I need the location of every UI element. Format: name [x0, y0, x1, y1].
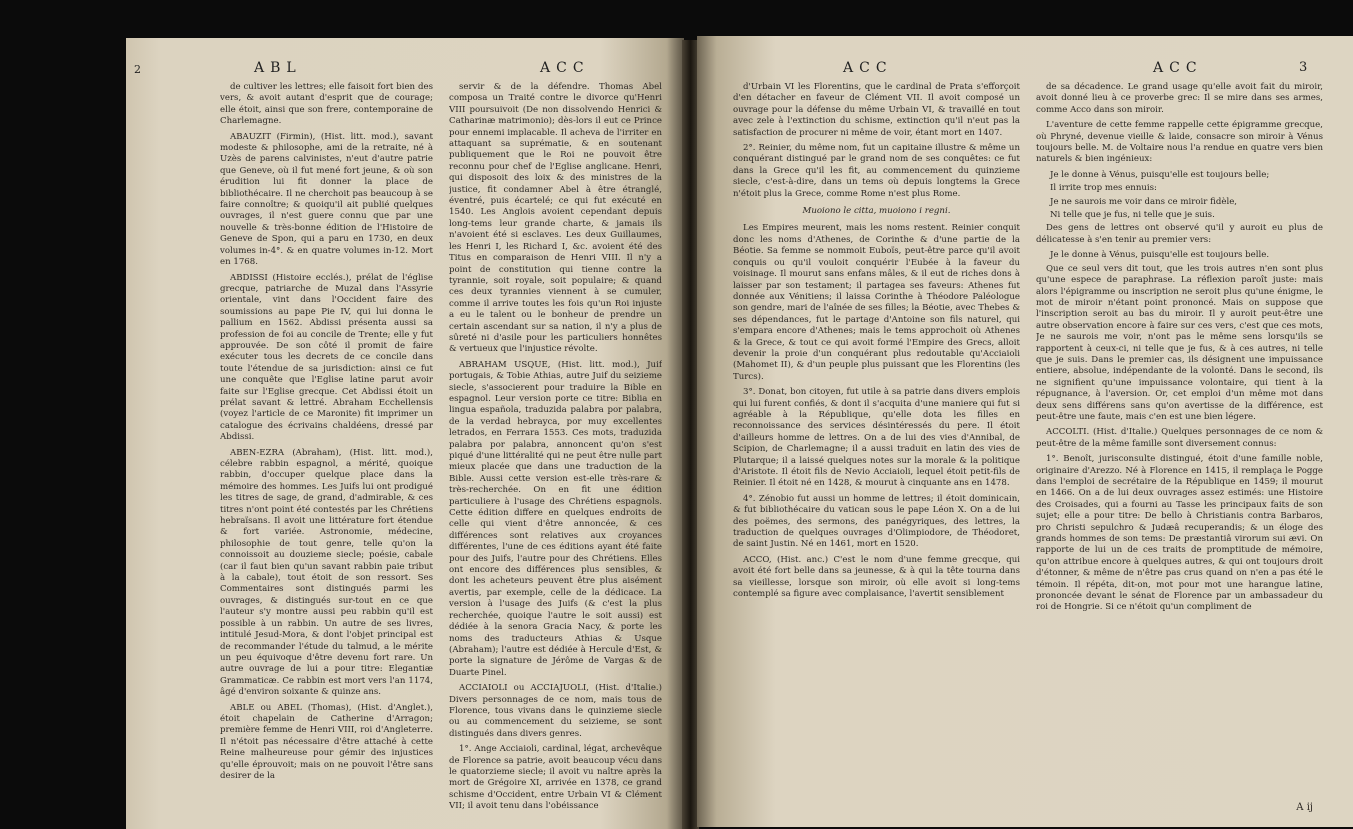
left-column-2 — [449, 82, 662, 817]
paragraph: 4°. Zénobio fut aussi un homme de lettres; il étoit dominicain, & fut bibliothécaire du vatican sous le pape Léon X. On a de lui des poëmes, des sermons, des panégyriques, des lettres, la traduction de quelques ouvrages d'Olimpiodore, de Théodoret, de saint Justin. Né en 1461, mort en 1520. — [733, 493, 1020, 550]
paragraph: 1°. Benoît, jurisconsulte distingué, étoit d'une famille noble, originaire d'Arezzo. Né à Florence en 1415, il remplaça le Pogge dans l'emploi de secrétaire de la République en 1459; il mourut en 1466. On a de lui deux ouvrages assez estimés: une Histoire des Croisades, qui a fourni au Tasse les principaux faits de son sujet; elle a pour titre: De bello à Christianis contra Barbaros, pro Christi sepulchro & Judæâ recuperandis; & un éloge des grands hommes de son tems: De præstantiâ virorum sui ævi. On rapporte de lui un de ces traits de promptitude de mémoire, qu'on attribue encore à quelques autres, & qui ont toujours droit d'étonner, & même de n'être pas crus quand on n'en a pas été le témoin. Il répéta, dit-on, mot pour mot une harangue latine, prononcée devant le sénat de Florence par un ambassadeur du roi de Hongrie. Si ce n'étoit qu'un compliment de — [1036, 454, 1323, 613]
right-running-head — [733, 60, 1323, 80]
verse-line: Il irrite trop mes ennuis: — [1050, 183, 1157, 194]
left-head-word-2: ACC — [540, 60, 590, 76]
left-running-head — [134, 60, 662, 80]
left-folio: 2 — [134, 63, 141, 76]
paragraph: ABAUZIT (Firmin), (Hist. litt. mod.), savant modeste & philosophe, ami de la retraite, né à Uzès de parens calvinistes, n'eut d'autre patrie que Geneve, où il fut mené fort jeune, & où son érudition lui fit donner la place de bibliothécaire. Il ne cherchoit pas beaucoup à se faire connoître; & quoiqu'il ait publié quelques ouvrages, il n'est guere connu que par une nouvelle & très-bonne édition de l'Histoire de Geneve de Spon, qui a paru en 1730, en deux volumes in-4°. & en quatre volumes in-12. Mort en 1768. — [220, 131, 433, 268]
paragraph: Les Empires meurent, mais les noms restent. Reinier conquit donc les noms d'Athenes, de Corinthe & d'une partie de la Béotie. Sa femme se nommoit Euboïs, peut-être parce qu'il avoit conquis ou qu'il vouloit conquérir l'Eubée à la faveur du voisinage. Il mourut sans enfans mâles, & il eut de riches dons à laisser par son testament; il partagea ses faveurs: Athenes fut donnée aux Vénitiens; il laissa Corinthe à Théodore Paléologue son gendre, mari de l'aînée de ses filles; la Béotie, avec Thebes & ses dépendances, fut le partage d'Antoine son fils naturel, qui s'empara encore d'Athenes; mais le tems approchoit où Athenes & la Grece, & tout ce qui avoit formé l'Empire des Grecs, alloit devenir la proie d'un conquérant plus redoutable qu'Acciaioli (Mahomet II), & d'un peuple plus puissant que les Florentins (les Turcs). — [733, 223, 1020, 382]
paragraph: 2°. Reinier, du même nom, fut un capitaine illustre & même un conquérant distingué par le grand nom de ses conquêtes: ce fut dans la Grece qu'il les fit, au commencement du quinzieme siecle, c'est-à-dire, dans un tems où depuis longtems la Grece n'étoit plus la Grece, comme Rome n'est plus Rome. — [733, 143, 1020, 199]
paragraph: Des gens de lettres ont observé qu'il y auroit eu plus de délicatesse à s'en tenir au premier vers: — [1036, 223, 1323, 245]
paragraph: ACCOLTI. (Hist. d'Italie.) Quelques personnages de ce nom & peut-être de la même famille sont diversement connus: — [1036, 427, 1323, 449]
left-head-word: ABL — [254, 60, 302, 76]
right-columns — [733, 82, 1323, 618]
verse-line: Je le donne à Vénus, puisqu'elle est toujours belle. — [1050, 250, 1270, 261]
paragraph: servir & de la défendre. Thomas Abel composa un Traité contre le divorce qu'Henri VIII poursuivoit (De non dissolvendo Henrici & Catharinæ matrimonio); dès-lors il eut ce Prince pour ennemi implacable. Il acheva de l'irriter en attaquant sa suprématie, & en soutenant publiquement que le Roi ne pouvoit être reconnu pour chef de l'Eglise anglicane. Henri, qui disposoit des loix & des ministres de la justice, fit condamner Abel à être étranglé, éventré, puis écartelé; ce qui fut exécuté en 1540. Les Anglois avoient cependant depuis long-tems leur grande charte, & jamais ils n'avoient été si esclaves. Les deux Guillaumes, les Henri I, les Richard I, &c. avoient été des Titus en comparaison de Henri VIII. Il n'y a point de constitution qui tienne contre la tyrannie, soit royale, soit populaire; & quand ces deux tyrannies viennent à se cumuler, comme il arrive toutes les fois qu'un Roi injuste a eu le talent ou le bonheur de prendre un certain ascendant sur sa nation, il n'y a plus de sûreté ni d'asile pour les particuliers honnêtes & vertueux que l'injustice révolte. — [449, 82, 662, 355]
paragraph: ACCO, (Hist. anc.) C'est le nom d'une femme grecque, qui avoit été fort belle dans sa jeunesse, & à qui la tête tourna dans sa vieillesse, lorsque son miroir, où elle avoit si long-tems contemplé sa figure avec complaisance, l'avertit sensiblement — [733, 554, 1020, 600]
right-head-word-2: ACC — [1153, 60, 1203, 76]
left-column-1 — [220, 82, 433, 817]
verse-line: Ni telle que je fus, ni telle que je suis. — [1050, 210, 1215, 221]
paragraph: ACCIAIOLI ou ACCIAJUOLI, (Hist. d'Italie.) Divers personnages de ce nom, mais tous de Florence, tous vivans dans le quinzieme siecle ou au commencement du seizieme, se sont distingués dans divers genres. — [449, 683, 662, 739]
paragraph: 1°. Ange Acciaioli, cardinal, légat, archevêque de Florence sa patrie, avoit beaucoup vécu dans le quatorzieme siecle; il avoit vu naître après la mort de Grégoire XI, arrivée en 1378, ce grand schisme d'Occident, entre Urbain VI & Clément VII; il avoit tenu dans l'obéissance — [449, 744, 662, 812]
right-page — [697, 36, 1353, 827]
left-page — [126, 38, 684, 829]
paragraph: Que ce seul vers dit tout, que les trois autres n'en sont plus qu'une espece de paraphrase. La réflexion paroît juste: mais alors l'épigramme ou inscription ne seroit plus qu'une énigme, le mot de miroir n'étant point prononcé. Mais on suppose que l'inscription seroit au bas du miroir. Il y auroit peut-être une autre observation encore à faire sur ces vers, c'est que ces mots, Je ne saurois me voir, n'ont pas le même sens lorsqu'ils se rapportent à ceux-ci, ni telle que je fus, & à ces autres, ni telle que je suis. Dans le premier cas, ils désignent une impuissance entiere, absolue, indépendante de la volonté. Dans le second, ils ne signifient qu'une impuissance volontaire, qui tient à la répugnance, à l'aversion. Or, cet emploi d'un même mot dans deux sens différens sans qu'on avertisse de la différence, est peut-être une faute, mais c'en est une bien légere. — [1036, 263, 1323, 422]
paragraph: ABEN-EZRA (Abraham), (Hist. litt. mod.), célebre rabbin espagnol, a mérité, quoique rabbin, d'occuper quelque place dans la mémoire des hommes. Les Juifs lui ont prodigué les titres de sage, de grand, d'admirable, & ces titres n'ont point été contestés par les Chrétiens hebraïsans. Il avoit une littérature fort étendue & fort variée. Astronomie, médecine, philosophie de tout genre, telle qu'on la connoissoit au douzieme siecle; poésie, cabale (car il faut bien qu'un savant rabbin paie tribut à la cabale), tout étoit de son ressort. Ses Commentaires sont distingués parmi les ouvrages, & distingués sur-tout en ce que l'auteur s'y montre aussi peu rabbin qu'il est possible à un rabbin. Un autre de ses livres, intitulé Jesud-Mora, & dont l'objet principal est de recommander l'étude du talmud, a le mérite un peu équivoque d'être devenu fort rare. Un autre ouvrage de lui a pour titre: Elegantiæ Grammaticæ. Ce rabbin est mort vers l'an 1174, âgé d'environ soixante & quinze ans. — [220, 447, 433, 698]
paragraph: d'Urbain VI les Florentins, que le cardinal de Prata s'efforçoit d'en détacher en faveur de Clément VII. Il avoit composé un ouvrage pour la défense du même Urbain VI, & travaillé en tout avec zele à l'extinction du schisme, extinction qu'il n'eut pas la satisfaction de procurer ni même de voir, étant mort en 1407. — [733, 82, 1020, 138]
verse-line: Je le donne à Vénus, puisqu'elle est toujours belle; — [1050, 169, 1270, 180]
paragraph: de sa décadence. Le grand usage qu'elle avoit fait du miroir, avoit donné lieu à ce proverbe grec: Il se mire dans ses armes, comme Acco dans son miroir. — [1036, 82, 1323, 115]
paragraph: ABDISSI (Histoire ecclés.), prélat de l'église grecque, patriarche de Muzal dans l'Assyrie orientale, vint dans l'Occident faire des soumissions au pape Pie IV, qui lui donna le pallium en 1562. Abdissi présenta aussi sa profession de foi au concile de Trente; elle y fut approuvée. De son côté il promit de faire exécuter tous les decrets de ce concile dans toute l'étendue de sa jurisdiction: ainsi ce fut une conquête que l'Eglise latine parut avoir faite sur l'Eglise grecque. Cet Abdissi étoit un prélat savant & lettré. Abraham Ecchellensis (voyez l'article de ce Maronite) fit imprimer un catalogue des écrivains chaldéens, dressé par Abdissi. — [220, 272, 433, 443]
right-column-1 — [733, 82, 1020, 618]
right-column-2 — [1036, 82, 1323, 618]
paragraph: ABLE ou ABEL (Thomas), (Hist. d'Anglet.), étoit chapelain de Catherine d'Arragon; première femme de Henri VIII, roi d'Angleterre. Il n'étoit pas nécessaire d'être attaché à cette Reine malheureuse pour gémir des injustices qu'elle éprouvoit; mais on ne pouvoit l'être sans desirer de la — [220, 702, 433, 781]
quotation: Muoiono le citta, muoiono i regni. — [802, 206, 951, 217]
right-folio: 3 — [1299, 60, 1308, 75]
paragraph: de cultiver les lettres; elle faisoit fort bien des vers, & avoit autant d'esprit que de courage; elle étoit, ainsi que son frere, contemporaine de Charlemagne. — [220, 82, 433, 127]
right-head-word: ACC — [843, 60, 893, 76]
paragraph: 3°. Donat, bon citoyen, fut utile à sa patrie dans divers emplois qui lui furent confiés, & dont il s'acquita d'une maniere qui fut si agréable à la République, qu'elle dota les filles en reconnoissance des services désintéressés du pere. Il étoit d'ailleurs homme de lettres. On a de lui des vies d'Annibal, de Scipion, de Charlemagne; il a aussi traduit en latin des vies de Plutarque; il a laissé quelques notes sur la morale & la politique d'Aristote. Il étoit fils de Nevio Acciaioli, lequel étoit petit-fils de Reinier. Il étoit né en 1428, & mourut à cinquante ans en 1478. — [733, 387, 1020, 489]
verse-line: Je ne saurois me voir dans ce miroir fidèle, — [1050, 196, 1238, 207]
signature-mark: A ij — [1296, 802, 1313, 813]
paragraph: ABRAHAM USQUE, (Hist. litt. mod.), Juif portugais, & Tobie Athias, autre Juif du seizieme siecle, s'associerent pour traduire la Bible en espagnol. Leur version porte ce titre: Biblia en lingua española, traduzida palabra por palabra, de la verdad hebrayca, por muy excellentes letrados, en Ferrara 1553. Ces mots, traduzida palabra por palabra, annoncent qu'on s'est piqué d'une littéralité qui ne peut être nulle part mieux placée que dans une traduction de la Bible. Aussi cette version est-elle très-rare & très-recherchée. On en fit une édition particuliere à l'usage des Chrétiens espagnols. Cette édition differe en quelques endroits de celle qui vient d'être annoncée, & ces différences sont relatives aux croyances différentes, l'une de ces éditions ayant été faite pour des Juifs, l'autre pour des Chrétiens. Elles ont encore des différences plus sensibles, & dont les acheteurs peuvent être plus aisément avertis, par exemple, celle de la dédicace. La version à l'usage des Juifs (& c'est la plus recherchée, quoique l'autre le soit aussi) est dédiée à la senora Gracia Nacy, & porte les noms des traducteurs Athias & Usque (Abraham); l'autre est dédiée à Hercule d'Est, & porte la signature de Jérôme de Vargas & de Duarte Pinel. — [449, 359, 662, 678]
left-columns — [220, 82, 662, 817]
paragraph: L'aventure de cette femme rappelle cette épigramme grecque, où Phryné, devenue vieille & laide, consacre son miroir à Vénus toujours belle. M. de Voltaire nous l'a rendue en quatre vers bien naturels & bien ingénieux: — [1036, 120, 1323, 165]
